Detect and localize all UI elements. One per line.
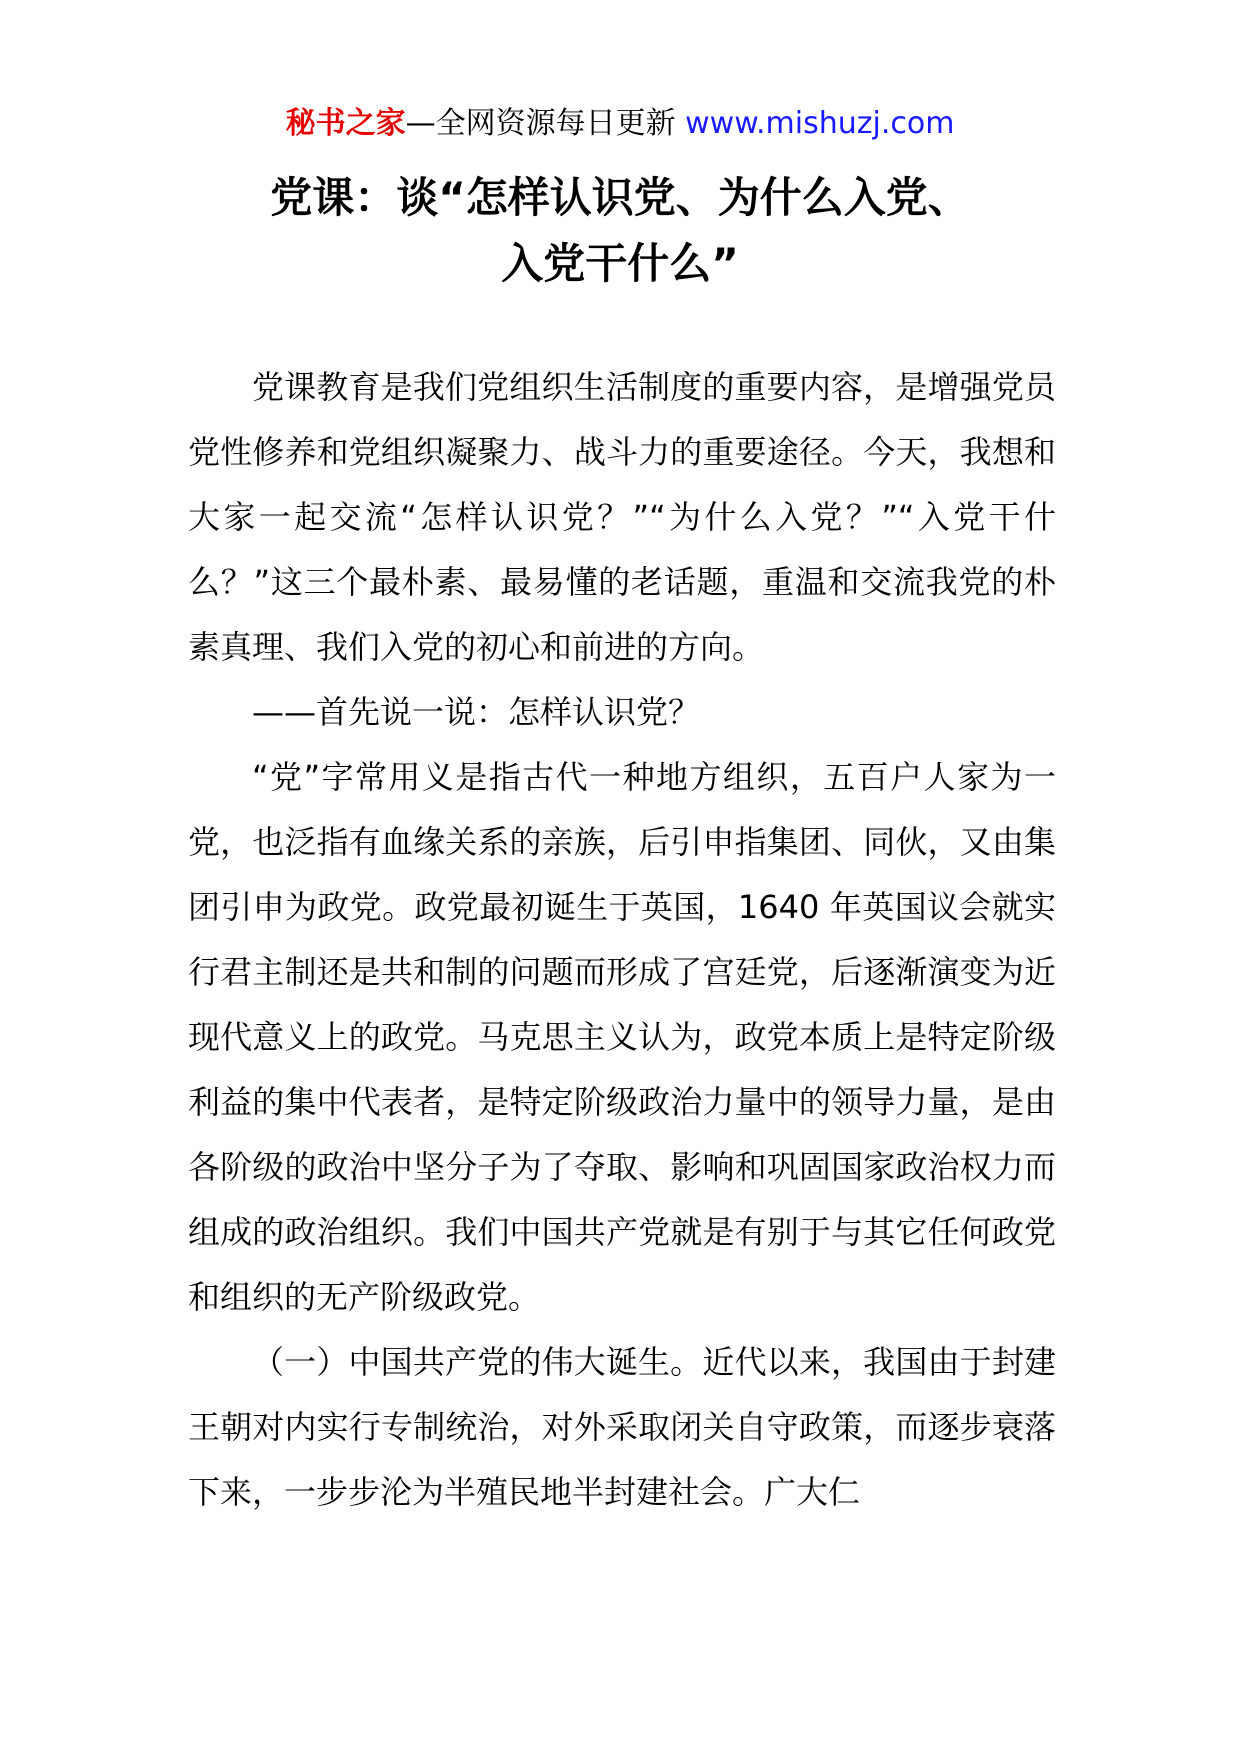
site-url-link[interactable]: www.mishuzj.com bbox=[685, 106, 955, 141]
document-title bbox=[120, 165, 1120, 297]
paragraph-birth-of-cpc: （一）中国共产党的伟大诞生。近代以来，我国由于封建王朝对内实行专制统治，对外采取闭关自守政策，而逐步衰落下来，一步步沦为半殖民地半封建社会。广大仁 bbox=[188, 1343, 1056, 1511]
title-line-1: 党课：谈“怎样认识党、为什么入党、 bbox=[270, 173, 970, 222]
document-body bbox=[188, 355, 1056, 1525]
site-header bbox=[0, 104, 1240, 144]
site-brand: 秘书之家 bbox=[285, 106, 406, 141]
paragraph-party-definition: “党”字常用义是指古代一种地方组织，五百户人家为一党，也泛指有血缘关系的亲族，后引申指集团、同伙，又由集团引申为政党。政党最初诞生于英国，1640 年英国议会就实行君主制还是共和制的问题而形成了宫廷党，后逐渐演变为近现代意义上的政党。马克思主义认为，政党本质上是特定阶级利益的集中代表者，是特定阶级政治力量中的领导力量，是由各阶级的政治中坚分子为了夺取、影响和巩固国家政治权力而组成的政治组织。我们中国共产党就是有别于与其它任何政党和组织的无产阶级政党。 bbox=[188, 758, 1056, 1316]
site-tagline: —全网资源每日更新 bbox=[405, 106, 676, 141]
section-heading: ——首先说一说：怎样认识党？ bbox=[252, 693, 701, 731]
paragraph-intro: 党课教育是我们党组织生活制度的重要内容，是增强党员党性修养和党组织凝聚力、战斗力的重要途径。今天，我想和大家一起交流“怎样认识党？”“为什么入党？”“入党干什么？”这三个最朴素、最易懂的老话题，重温和交流我党的朴素真理、我们入党的初心和前进的方向。 bbox=[188, 368, 1056, 666]
title-line-2: 入党干什么” bbox=[501, 239, 739, 288]
